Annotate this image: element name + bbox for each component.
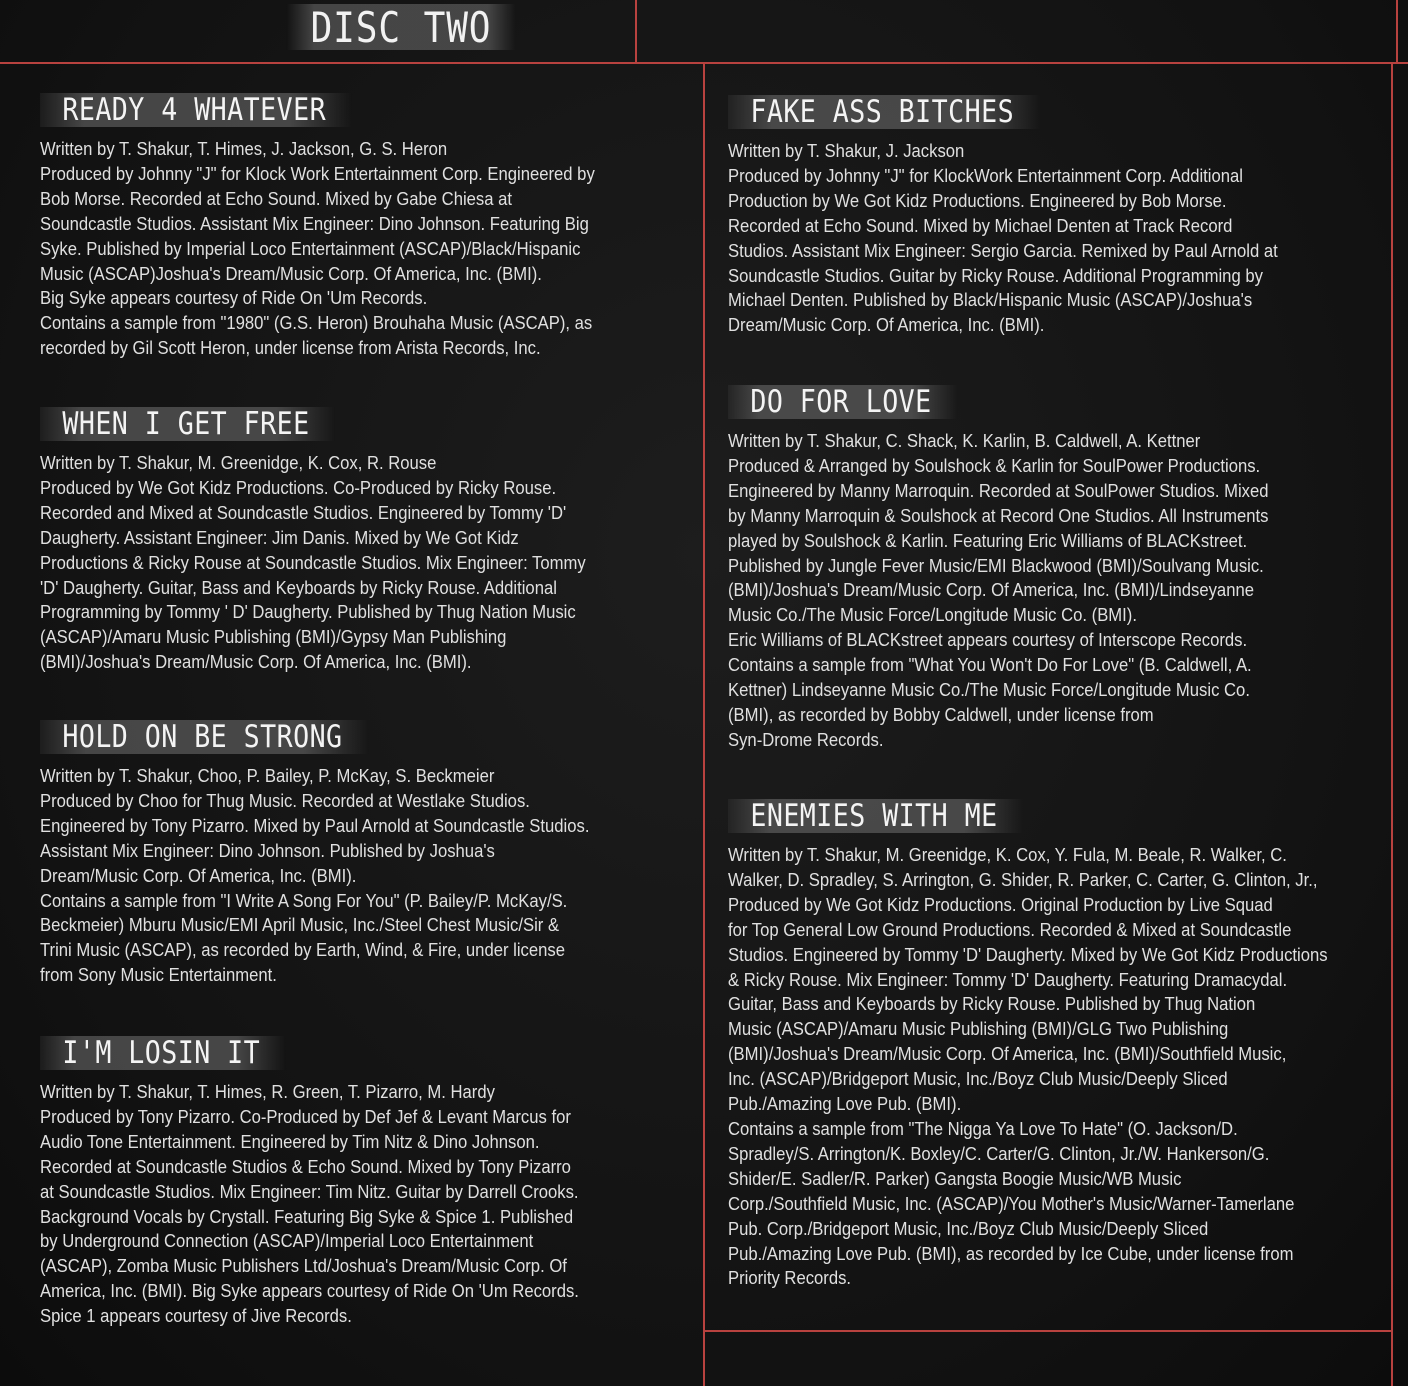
credit-line: Michael Denten. Published by Black/Hispanic Music (ASCAP)/Joshua's bbox=[728, 289, 1253, 311]
credit-line: Shider/E. Sadler/R. Parker) Gangsta Boogie Music/WB Music bbox=[728, 1167, 1182, 1189]
credits-text bbox=[40, 1080, 660, 1329]
track-credits-im-losin-it bbox=[40, 1036, 660, 1329]
credit-line: Written by T. Shakur, M. Greenidge, K. Cox, R. Rouse bbox=[40, 452, 437, 473]
credit-line: by Underground Connection (ASCAP)/Imperial Loco Entertainment bbox=[40, 1230, 534, 1252]
credits-text bbox=[40, 764, 660, 988]
credit-line: Produced by Tony Pizarro. Co-Produced by Def Jef & Levant Marcus for bbox=[40, 1105, 571, 1127]
credit-line: Produced by Choo for Thug Music. Recorded at Westlake Studios. bbox=[40, 789, 530, 811]
header-right-vertical-rule bbox=[635, 0, 637, 63]
credit-line: Trini Music (ASCAP), as recorded by Earth, Wind, & Fire, under license bbox=[40, 939, 565, 961]
credit-line: Eric Williams of BLACKstreet appears courtesy of Interscope Records. bbox=[728, 629, 1248, 651]
credit-line: Written by T. Shakur, T. Himes, R. Green, T. Pizarro, M. Hardy bbox=[40, 1081, 495, 1102]
credit-line: Produced by We Got Kidz Productions. Original Production by Live Squad bbox=[728, 893, 1273, 915]
credit-line: Music Co./The Music Force/Longitude Music Co. (BMI). bbox=[728, 604, 1137, 626]
credit-line: Written by T. Shakur, Choo, P. Bailey, P. McKay, S. Beckmeier bbox=[40, 765, 495, 786]
credit-line: Beckmeier) Mburu Music/EMI April Music, Inc./Steel Chest Music/Sir & bbox=[40, 914, 560, 936]
credit-line: Contains a sample from "What You Won't Do For Love" (B. Caldwell, A. bbox=[728, 654, 1252, 676]
credit-line: (ASCAP), Zomba Music Publishers Ltd/Joshua's Dream/Music Corp. Of bbox=[40, 1255, 567, 1277]
credit-line: Studios. Assistant Mix Engineer: Sergio Garcia. Remixed by Paul Arnold at bbox=[728, 239, 1278, 261]
credits-text bbox=[728, 429, 1348, 753]
credit-line: Spradley/S. Arrington/K. Boxley/C. Carter/G. Clinton, Jr./W. Hankerson/G. bbox=[728, 1142, 1270, 1164]
credit-line: recorded by Gil Scott Heron, under license from Arista Records, Inc. bbox=[40, 337, 541, 359]
credit-line: Pub. Corp./Bridgeport Music, Inc./Boyz Club Music/Deeply Sliced bbox=[728, 1217, 1209, 1239]
credit-line: Contains a sample from "The Nigga Ya Love To Hate" (O. Jackson/D. bbox=[728, 1117, 1238, 1139]
track-credits-do-for-love bbox=[728, 385, 1348, 753]
credit-line: Assistant Mix Engineer: Dino Johnson. Published by Joshua's bbox=[40, 839, 495, 861]
bottom-right-rule bbox=[703, 1330, 1393, 1332]
credit-line: Written by T. Shakur, T. Himes, J. Jackson, G. S. Heron bbox=[40, 138, 448, 159]
credit-line: Syn-Drome Records. bbox=[728, 728, 884, 750]
credit-line: Pub./Amazing Love Pub. (BMI). bbox=[728, 1093, 962, 1115]
credit-line: Big Syke appears courtesy of Ride On 'Um Records. bbox=[40, 287, 428, 309]
credit-line: & Ricky Rouse. Mix Engineer: Tommy 'D' Daugherty. Featuring Dramacydal. bbox=[728, 968, 1288, 990]
credit-line: Music (ASCAP)/Amaru Music Publishing (BMI)/GLG Two Publishing bbox=[728, 1018, 1229, 1040]
credit-line: (BMI)/Joshua's Dream/Music Corp. Of America, Inc. (BMI)/Lindseyanne bbox=[728, 579, 1254, 601]
credit-line: Walker, D. Spradley, S. Arrington, G. Shider, R. Parker, C. Carter, G. Clinton, Jr., bbox=[728, 868, 1318, 890]
credit-line: America, Inc. (BMI). Big Syke appears courtesy of Ride On 'Um Records. bbox=[40, 1280, 579, 1302]
credit-line: Corp./Southfield Music, Inc. (ASCAP)/You Mother's Music/Warner-Tamerlane bbox=[728, 1192, 1295, 1214]
credit-line: by Manny Marroquin & Soulshock at Record One Studios. All Instruments bbox=[728, 504, 1269, 526]
credit-line: Produced by Johnny "J" for Klock Work Entertainment Corp. Engineered by bbox=[40, 162, 595, 184]
credit-line: Daugherty. Assistant Engineer: Jim Danis. Mixed by We Got Kidz bbox=[40, 526, 519, 548]
credit-line: Productions & Ricky Rouse at Soundcastle Studios. Mix Engineer: Tommy bbox=[40, 551, 586, 573]
credit-line: 'D' Daugherty. Guitar, Bass and Keyboards by Ricky Rouse. Additional bbox=[40, 576, 557, 598]
credit-line: Dream/Music Corp. Of America, Inc. (BMI). bbox=[728, 314, 1045, 336]
credits-text bbox=[728, 843, 1348, 1291]
track-credits-ready-4-whatever bbox=[40, 93, 660, 361]
credit-line: (ASCAP)/Amaru Music Publishing (BMI)/Gypsy Man Publishing bbox=[40, 626, 507, 648]
credit-line: Music (ASCAP)Joshua's Dream/Music Corp. Of America, Inc. (BMI). bbox=[40, 262, 542, 284]
credit-line: Recorded at Soundcastle Studios & Echo Sound. Mixed by Tony Pizarro bbox=[40, 1155, 571, 1177]
track-heading: READY 4 WHATEVER bbox=[40, 93, 352, 127]
credits-text bbox=[728, 139, 1348, 338]
credit-line: (BMI)/Joshua's Dream/Music Corp. Of America, Inc. (BMI). bbox=[40, 651, 472, 673]
credit-line: Programming by Tommy ' D' Daugherty. Published by Thug Nation Music bbox=[40, 601, 576, 623]
track-credits-fake-ass-bitches bbox=[728, 95, 1348, 338]
credit-line: Studios. Engineered by Tommy 'D' Daugherty. Mixed by We Got Kidz Productions bbox=[728, 943, 1328, 965]
credit-line: Spice 1 appears courtesy of Jive Records. bbox=[40, 1305, 352, 1327]
track-credits-enemies-with-me bbox=[728, 799, 1348, 1291]
right-panel-edge-rule bbox=[1391, 63, 1393, 1386]
header-far-right-rule bbox=[1396, 0, 1398, 63]
credit-line: Engineered by Manny Marroquin. Recorded at SoulPower Studios. Mixed bbox=[728, 479, 1269, 501]
credit-line: Pub./Amazing Love Pub. (BMI), as recorded by Ice Cube, under license from bbox=[728, 1242, 1294, 1264]
credit-line: from Sony Music Entertainment. bbox=[40, 964, 277, 986]
credit-line: Guitar, Bass and Keyboards by Ricky Rouse. Published by Thug Nation bbox=[728, 993, 1256, 1015]
credit-line: Produced by Johnny "J" for KlockWork Entertainment Corp. Additional bbox=[728, 164, 1243, 186]
credit-line: Contains a sample from "1980" (G.S. Heron) Brouhaha Music (ASCAP), as bbox=[40, 312, 593, 334]
column-divider-rule bbox=[703, 63, 705, 1386]
credit-line: Inc. (ASCAP)/Bridgeport Music, Inc./Boyz Club Music/Deeply Sliced bbox=[728, 1068, 1228, 1090]
credit-line: at Soundcastle Studios. Mix Engineer: Tim Nitz. Guitar by Darrell Crooks. bbox=[40, 1180, 579, 1202]
credit-line: Contains a sample from "I Write A Song For You" (P. Bailey/P. McKay/S. bbox=[40, 889, 568, 911]
track-heading: WHEN I GET FREE bbox=[40, 407, 335, 441]
track-heading: FAKE ASS BITCHES bbox=[728, 95, 1040, 129]
credit-line: Soundcastle Studios. Assistant Mix Engineer: Dino Johnson. Featuring Big bbox=[40, 212, 589, 234]
credit-line: Produced & Arranged by Soulshock & Karlin for SoulPower Productions. bbox=[728, 454, 1261, 476]
credit-line: Production by We Got Kidz Productions. Engineered by Bob Morse. bbox=[728, 189, 1227, 211]
credit-line: Audio Tone Entertainment. Engineered by Tim Nitz & Dino Johnson. bbox=[40, 1130, 540, 1152]
credit-line: played by Soulshock & Karlin. Featuring Eric Williams of BLACKstreet. bbox=[728, 529, 1248, 551]
credit-line: Written by T. Shakur, C. Shack, K. Karlin, B. Caldwell, A. Kettner bbox=[728, 430, 1201, 451]
credit-line: Written by T. Shakur, J. Jackson bbox=[728, 140, 965, 161]
credit-line: Recorded and Mixed at Soundcastle Studios. Engineered by Tommy 'D' bbox=[40, 501, 567, 523]
credits-text bbox=[40, 137, 660, 361]
credit-line: Bob Morse. Recorded at Echo Sound. Mixed by Gabe Chiesa at bbox=[40, 187, 513, 209]
credit-line: Produced by We Got Kidz Productions. Co-Produced by Ricky Rouse. bbox=[40, 476, 557, 498]
credit-line: Kettner) Lindseyanne Music Co./The Music Force/Longitude Music Co. bbox=[728, 679, 1250, 701]
credit-line: Background Vocals by Crystall. Featuring Big Syke & Spice 1. Published bbox=[40, 1205, 574, 1227]
track-credits-hold-on-be-strong bbox=[40, 720, 660, 988]
credit-line: Written by T. Shakur, M. Greenidge, K. Cox, Y. Fula, M. Beale, R. Walker, C. bbox=[728, 844, 1287, 865]
credit-line: Published by Jungle Fever Music/EMI Blackwood (BMI)/Soulvang Music. bbox=[728, 554, 1264, 576]
credit-line: Dream/Music Corp. Of America, Inc. (BMI). bbox=[40, 864, 357, 886]
credit-line: Recorded at Echo Sound. Mixed by Michael Denten at Track Record bbox=[728, 214, 1233, 236]
credit-line: Soundcastle Studios. Guitar by Ricky Rouse. Additional Programming by bbox=[728, 264, 1263, 286]
credit-line: (BMI)/Joshua's Dream/Music Corp. Of America, Inc. (BMI)/Southfield Music, bbox=[728, 1043, 1287, 1065]
track-heading: I'M LOSIN IT bbox=[40, 1036, 286, 1070]
credit-line: Engineered by Tony Pizarro. Mixed by Paul Arnold at Soundcastle Studios. bbox=[40, 814, 590, 836]
track-credits-when-i-get-free bbox=[40, 407, 660, 675]
track-heading: DO FOR LOVE bbox=[728, 385, 957, 419]
track-heading: HOLD ON BE STRONG bbox=[40, 720, 368, 754]
credit-line: Syke. Published by Imperial Loco Entertainment (ASCAP)/Black/Hispanic bbox=[40, 237, 581, 259]
credits-text bbox=[40, 451, 660, 675]
credit-line: (BMI), as recorded by Bobby Caldwell, under license from bbox=[728, 703, 1154, 725]
track-heading: ENEMIES WITH ME bbox=[728, 799, 1023, 833]
credit-line: for Top General Low Ground Productions. Recorded & Mixed at Soundcastle bbox=[728, 918, 1292, 940]
disc-title: DISC TWO bbox=[287, 4, 516, 50]
credit-line: Priority Records. bbox=[728, 1267, 852, 1289]
